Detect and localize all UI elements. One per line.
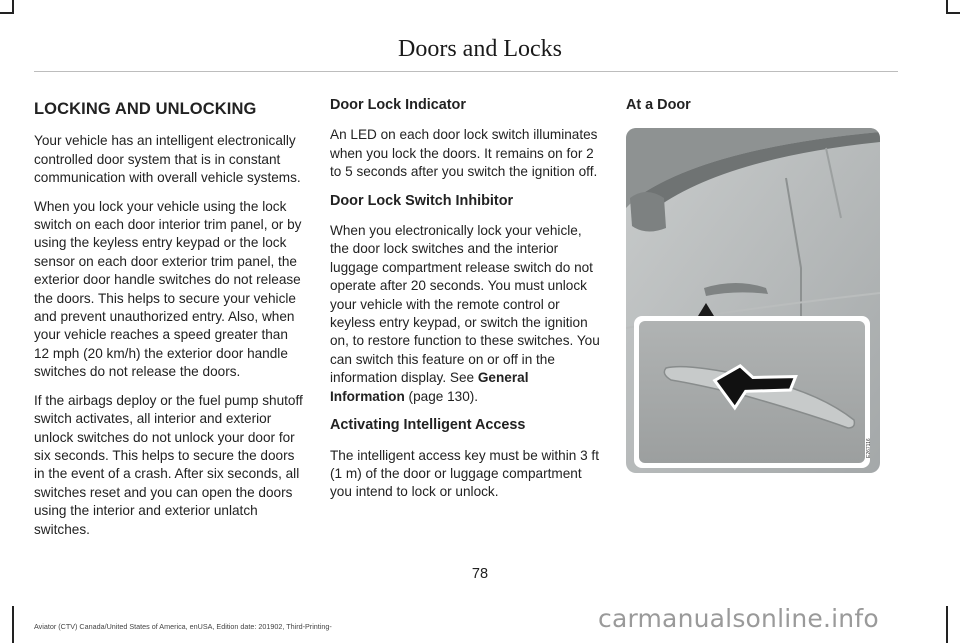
side-mirror <box>630 192 666 232</box>
subheading-at-a-door: At a Door <box>626 97 691 113</box>
page-reference: (page 130). <box>404 388 479 404</box>
paragraph-text: When you electronically lock your vehicle, the door lock switches and the interior luggage compartment release switch do not operate after 20 seconds. You must unlock your vehicle with the remote control or keyless entry keypad, or switch the ignition on, to restore function to these switches. You can switch this feature on or off in the information display. See <box>330 223 600 386</box>
paragraph: An LED on each door lock switch illuminates when you lock the doors. It remains on for 2 to 5 seconds after you switch the ignition off. <box>330 127 598 180</box>
crop-mark <box>946 12 960 14</box>
paragraph: The intelligent access key must be within 3 ft (1 m) of the door or luggage compartment you intend to lock or unlock. <box>330 447 599 500</box>
section-heading: LOCKING AND UNLOCKING <box>34 100 257 118</box>
door-illustration-svg <box>626 128 880 473</box>
page-title: Doors and Locks <box>398 36 562 62</box>
column-3 <box>626 96 898 126</box>
door-handle-illustration <box>626 128 880 473</box>
header-divider <box>34 71 898 72</box>
watermark: carmanualsonline.info <box>598 604 879 633</box>
column-1 <box>34 96 306 549</box>
crop-mark <box>0 12 14 14</box>
footer-edition-info: Aviator (CTV) Canada/United States of America, enUSA, Edition date: 201902, Third-Printing- <box>34 622 332 631</box>
subheading-activating-intelligent-access: Activating Intelligent Access <box>330 417 526 434</box>
crop-mark <box>12 606 14 643</box>
cross-reference-link[interactable]: General Information <box>330 370 529 404</box>
crop-mark <box>946 606 948 643</box>
figure-label: E267116 <box>866 438 872 458</box>
page-number: 78 <box>471 566 489 582</box>
paragraph: If the airbags deploy or the fuel pump shutoff switch activates, all interior and exterior unlock switches do not unlock your door for six seconds. This helps to secure the doors in the event of a crash. After six seconds, all switches reset and you can open the doors using the interior and exterior unlatch switches. <box>34 392 303 537</box>
paragraph <box>330 222 602 406</box>
column-2 <box>330 96 602 512</box>
subheading-door-lock-switch-inhibitor: Door Lock Switch Inhibitor <box>330 192 514 209</box>
paragraph: Your vehicle has an intelligent electronically controlled door system that is in constant communication with overall vehicle systems. <box>34 133 301 186</box>
subheading-door-lock-indicator: Door Lock Indicator <box>330 97 466 113</box>
paragraph: When you lock your vehicle using the lock switch on each door interior trim panel, or by using the keyless entry keypad or the lock sensor on each door exterior trim panel, the exterior door handle switches do not release the doors. This helps to secure your vehicle and prevent unauthorized entry. Also, when your vehicle reaches a speed greater than 12 mph (20 km/h) the exterior door handle switches do not release the doors. <box>34 198 302 380</box>
